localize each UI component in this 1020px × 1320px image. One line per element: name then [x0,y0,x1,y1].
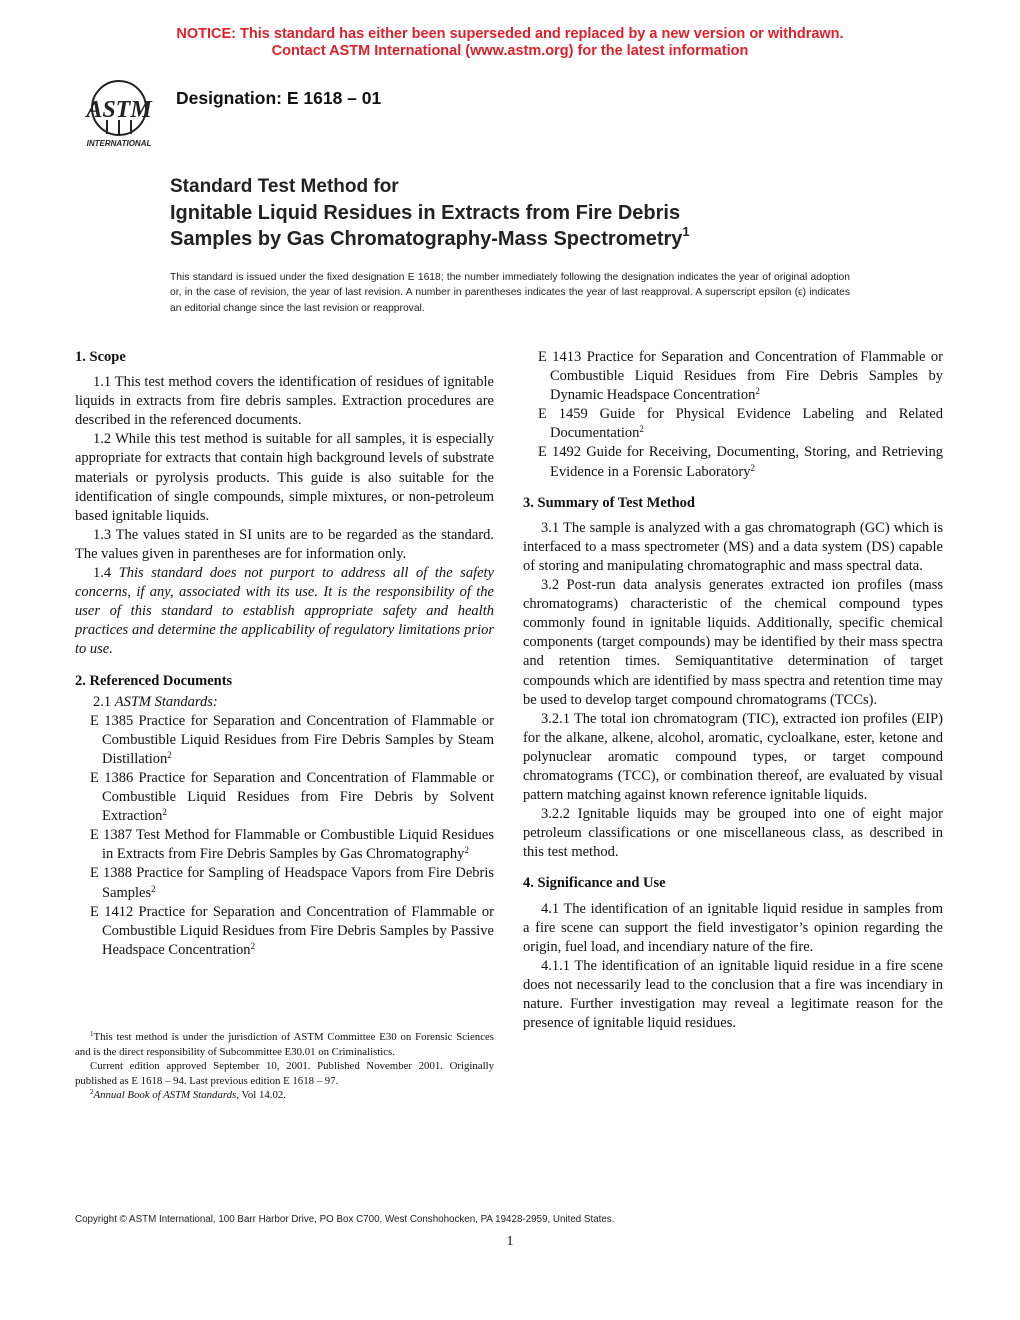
reference-item [75,826,494,864]
reference-footnote-ref: 2 [167,749,172,760]
designation: Designation: E 1618 – 01 [176,88,382,108]
reference-footnote-ref: 2 [750,462,756,473]
section-1-heading: 1. Scope [75,349,126,365]
paragraph-1-3: 1.3 The values stated in SI units are to be regarded as the standard. The values given in parentheses are for information only. [75,526,494,562]
copyright-notice: Copyright © ASTM International, 100 Barr Harbor Drive, PO Box C700, West Conshohocken, PA 19428-2959, United States. [75,1214,615,1225]
reference-item [75,769,494,826]
title-footnote-ref: 1 [682,224,690,239]
footnote-2-marker: 2 [90,1088,94,1096]
footnotes [75,1030,494,1103]
footnote-1-continued: Current edition approved September 10, 2001. Published November 2001. Originally published as E 1618 – 94. Last previous edition E 1618 – 97. [75,1060,494,1087]
reference-text: E 1412 Practice for Separation and Concentration of Flammable or Combustible Liquid Residues from Fire Debris Samples by Passive Headspace Concentration [90,903,494,958]
preamble: This standard is issued under the fixed designation E 1618; the number immediately following the designation indicates the year of original adoption or, in the case of revision, the year of last revision. A number in parentheses indicates the year of last reapproval. A superscript epsilon (ϵ) indicates an editorial change since the last revision or reapproval. [170,272,850,314]
notice-line-2: Contact ASTM International (www.astm.org) for the latest information [271,43,749,59]
reference-text: E 1388 Practice for Sampling of Headspace Vapors from Fire Debris Samples [90,865,494,901]
paragraph-3-2-2: 3.2.2 Ignitable liquids may be grouped into one of eight major petroleum classifications or one miscellaneous class, as described in this test method. [523,806,943,861]
paragraph-4-1-1: 4.1.1 The identification of an ignitable liquid residue in a fire scene does not necessarily lead to the conclusion that a fire was incendiary in nature. Further investigation may reveal a legitimate reason for the presence of ignitable liquid residues. [523,957,943,1032]
left-column [75,348,494,960]
reference-footnote-ref: 2 [151,883,156,894]
astm-logo-icon [76,74,162,150]
reference-footnote-ref: 2 [464,845,469,856]
footnote-2-text: , Vol 14.02. [236,1089,286,1101]
reference-text: E 1385 Practice for Separation and Concentration of Flammable or Combustible Liquid Residues from Fire Debris Samples by Steam Distillation [90,712,494,767]
page-number: 1 [506,1234,514,1249]
footnote-2 [75,1088,494,1103]
notice-line-1: NOTICE: This standard has either been superseded and replaced by a new version or withdrawn. [176,26,844,42]
reference-item [523,443,943,481]
reference-text: E 1387 Test Method for Flammable or Combustible Liquid Residues in Extracts from Fire Debris Samples by Gas Chromatography [90,827,494,863]
title-line-1: Standard Test Method for [170,176,399,197]
reference-text: E 1386 Practice for Separation and Concentration of Flammable or Combustible Liquid Residues from Fire Debris by Solvent Extraction [90,769,494,825]
paragraph-1-2: 1.2 While this test method is suitable for all samples, it is especially appropriate for extracts that contain high background levels of substrate materials or pyrolysis products. This guide is also suitable for the identification of single compounds, simple mixtures, or non-petroleum based ignitable liquids. [75,431,494,524]
paragraph-1-4-number: 1.4 [93,565,119,582]
paragraph-2-1 [75,693,494,712]
paragraph-2-1-label: ASTM Standards: [114,693,218,710]
paragraph-4-1: 4.1 The identification of an ignitable liquid residue in samples from a fire scene can support the field investigator’s opinion regarding the origin, fuel load, and incendiary nature of the fire. [523,900,943,955]
reference-footnote-ref: 2 [162,807,167,818]
reference-text: E 1413 Practice for Separation and Concentration of Flammable or Combustible Liquid Residues from Fire Debris Samples by Dynamic Headspace Concentration [538,349,943,404]
paragraph-3-1: 3.1 The sample is analyzed with a gas chromatograph (GC) which is interfaced to a mass spectrometer (MS) and a data system (DS) capable of storing and manipulating chromatographic and mass spectral data. [523,519,943,574]
paragraph-1-4-text: This standard does not purport to address all of the safety concerns, if any, associated with its use. It is the responsibility of the user of this standard to establish appropriate safety and health practices and determine the applicability of regulatory limitations prior to use. [75,565,494,658]
reference-item [523,348,943,405]
reference-footnote-ref: 2 [250,940,256,951]
withdrawn-notice [0,26,1020,60]
paragraph-2-1-number: 2.1 [93,693,115,710]
reference-item [523,405,943,443]
reference-item [75,903,494,960]
reference-footnote-ref: 2 [639,424,644,435]
reference-text: E 1492 Guide for Receiving, Documenting, Storing, and Retrieving Evidence in a Forensic Laboratory [538,444,943,480]
reference-footnote-ref: 2 [755,386,760,397]
logo-text: ASTM [86,97,152,123]
footnote-2-italic: Annual Book of ASTM Standards [93,1089,237,1101]
logo-subtext: INTERNATIONAL [86,139,152,148]
title-line-3 [170,226,690,252]
right-column [523,348,943,1033]
section-3-heading: 3. Summary of Test Method [523,494,695,511]
paragraph-1-4 [75,564,494,659]
footnote-1-marker: 1 [90,1030,94,1038]
footnote-1-text: This test method is under the jurisdiction of ASTM Committee E30 on Forensic Sciences and is the direct responsibility of Subcommittee E30.01 on Criminalistics. [75,1031,494,1058]
document-title [170,174,690,252]
section-4-heading: 4. Significance and Use [523,875,666,892]
reference-item [75,712,494,769]
paragraph-3-2: 3.2 Post-run data analysis generates extracted ion profiles (mass chromatograms) characteristic of the chemical compound types commonly found in ignitable liquids. Additionally, specific chemical components (target compounds) may be identified by their mass spectra and retention times. Semiquantitative determination of target compounds which are identified by mass spectra and retention time may be used to develop target compound chromatograms (TCCs). [523,577,943,708]
section-2-heading: 2. Referenced Documents [75,672,233,689]
reference-item [75,864,494,902]
footnote-1 [75,1030,494,1059]
title-line-3-text: Samples by Gas Chromatography-Mass Spectrometry [170,228,683,250]
paragraph-1-1: 1.1 This test method covers the identification of residues of ignitable liquids in extracts from fire debris samples. Extraction procedures are described in the referenced documents. [75,374,494,429]
reference-text: E 1459 Guide for Physical Evidence Labeling and Related Documentation [538,406,943,442]
title-line-2: Ignitable Liquid Residues in Extracts from Fire Debris [170,202,681,224]
paragraph-3-2-1: 3.2.1 The total ion chromatogram (TIC), extracted ion profiles (EIP) for the alkane, alkene, alcohol, aromatic, cycloalkane, ester, ketone and polynuclear aromatic compound types, or target compound chromatograms (TCC), or combination thereof, are evaluated by visual pattern matching against known reference ignitable liquids. [523,710,943,804]
